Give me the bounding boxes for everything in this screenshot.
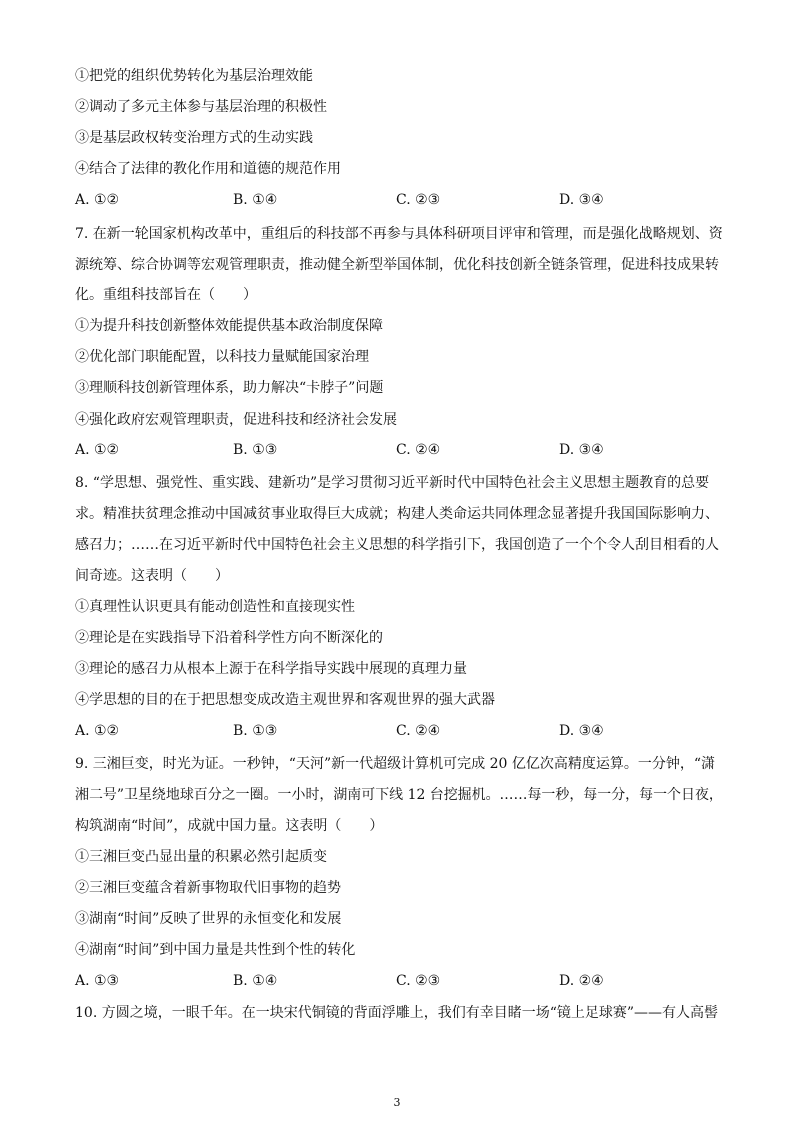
q7-item-1: ①为提升科技创新整体效能提供基本政治制度保障 (75, 318, 383, 334)
q6-item-1: ①把党的组织优势转化为基层治理效能 (75, 68, 313, 84)
q9-option-b: B. ①④ (233, 973, 278, 989)
q8-options (75, 721, 723, 741)
q8-item-3: ③理论的感召力从根本上源于在科学指导实践中展现的真理力量 (75, 661, 467, 677)
q6-item-4: ④结合了法律的教化作用和道德的规范作用 (75, 161, 341, 177)
q8-option-a: A. ①② (75, 723, 120, 739)
q7-item-4: ④强化政府宏观管理职责，促进科技和经济社会发展 (75, 412, 397, 428)
q9-item-2: ②三湘巨变蕴含着新事物取代旧事物的趋势 (75, 880, 341, 896)
q7-option-b: B. ①③ (233, 442, 278, 458)
q8-stem-line-2: 求。精准扶贫理念推动中国减贫事业取得巨大成就；构建人类命运共同体理念显著提升我国国际影响力、 (75, 506, 719, 522)
q6-option-d: D. ③④ (559, 192, 604, 208)
q9-option-c: C. ②③ (396, 973, 441, 989)
q7-option-d: D. ③④ (559, 442, 604, 458)
q8-stem-line-4: 间奇迹。这表明（ ） (75, 568, 229, 584)
q9-stem-line-2: 湘二号”卫星绕地球百分之一圈。一小时，湖南可下线 12 台挖掘机。……每一秒，每一分，每一个日夜， (75, 787, 723, 803)
q9-stem-line-1: 9. 三湘巨变，时光为证。一秒钟，“天河”新一代超级计算机可完成 20 亿亿次高精度运算。一分钟，“潇 (75, 756, 715, 772)
q6-item-3: ③是基层政权转变治理方式的生动实践 (75, 130, 313, 146)
q7-stem-line-2: 源统筹、综合协调等宏观管理职责，推动健全新型举国体制，优化科技创新全链条管理，促进科技成果转 (75, 257, 719, 273)
q7-item-3: ③理顺科技创新管理体系，助力解决“卡脖子”问题 (75, 380, 384, 396)
q9-options (75, 971, 723, 991)
q8-item-1: ①真理性认识更具有能动创造性和直接现实性 (75, 599, 355, 615)
q7-options (75, 440, 723, 460)
q7-stem-line-1: 7. 在新一轮国家机构改革中，重组后的科技部不再参与具体科研项目评审和管理，而是强化战略规划、资 (75, 226, 723, 242)
q6-option-c: C. ②③ (396, 192, 441, 208)
q9-item-4: ④湖南“时间”到中国力量是共性到个性的转化 (75, 942, 356, 958)
q7-stem-line-3: 化。重组科技部旨在（ ） (75, 287, 257, 303)
page-number: 3 (393, 1096, 401, 1109)
q7-option-c: C. ②④ (396, 442, 441, 458)
q10-stem-line-1: 10. 方圆之境，一眼千年。在一块宋代铜镜的背面浮雕上，我们有幸目睹一场“镜上足球赛”——有人高髻 (75, 1005, 719, 1021)
q8-item-4: ④学思想的目的在于把思想变成改造主观世界和客观世界的强大武器 (75, 692, 495, 708)
q8-stem-line-1: 8. “学思想、强党性、重实践、建新功”是学习贯彻习近平新时代中国特色社会主义思想主题教育的总要 (75, 475, 710, 491)
q9-option-d: D. ②④ (559, 973, 604, 989)
q8-option-c: C. ②④ (396, 723, 441, 739)
q6-option-a: A. ①② (75, 192, 120, 208)
q8-option-d: D. ③④ (559, 723, 604, 739)
q9-option-a: A. ①③ (75, 973, 120, 989)
q9-item-3: ③湖南“时间”反映了世界的永恒变化和发展 (75, 911, 342, 927)
q6-option-b: B. ①④ (233, 192, 278, 208)
q9-item-1: ①三湘巨变凸显出量的积累必然引起质变 (75, 849, 327, 865)
q9-stem-line-3: 构筑湖南“时间”，成就中国力量。这表明（ ） (75, 818, 384, 834)
q7-item-2: ②优化部门职能配置，以科技力量赋能国家治理 (75, 349, 369, 365)
q8-stem-line-3: 感召力；……在习近平新时代中国特色社会主义思想的科学指引下，我国创造了一个个令人刮目相看的人 (75, 537, 719, 553)
q8-item-2: ②理论是在实践指导下沿着科学性方向不断深化的 (75, 630, 383, 646)
q8-option-b: B. ①③ (233, 723, 278, 739)
q7-option-a: A. ①② (75, 442, 120, 458)
q6-options (75, 190, 723, 210)
q6-item-2: ②调动了多元主体参与基层治理的积极性 (75, 99, 327, 115)
